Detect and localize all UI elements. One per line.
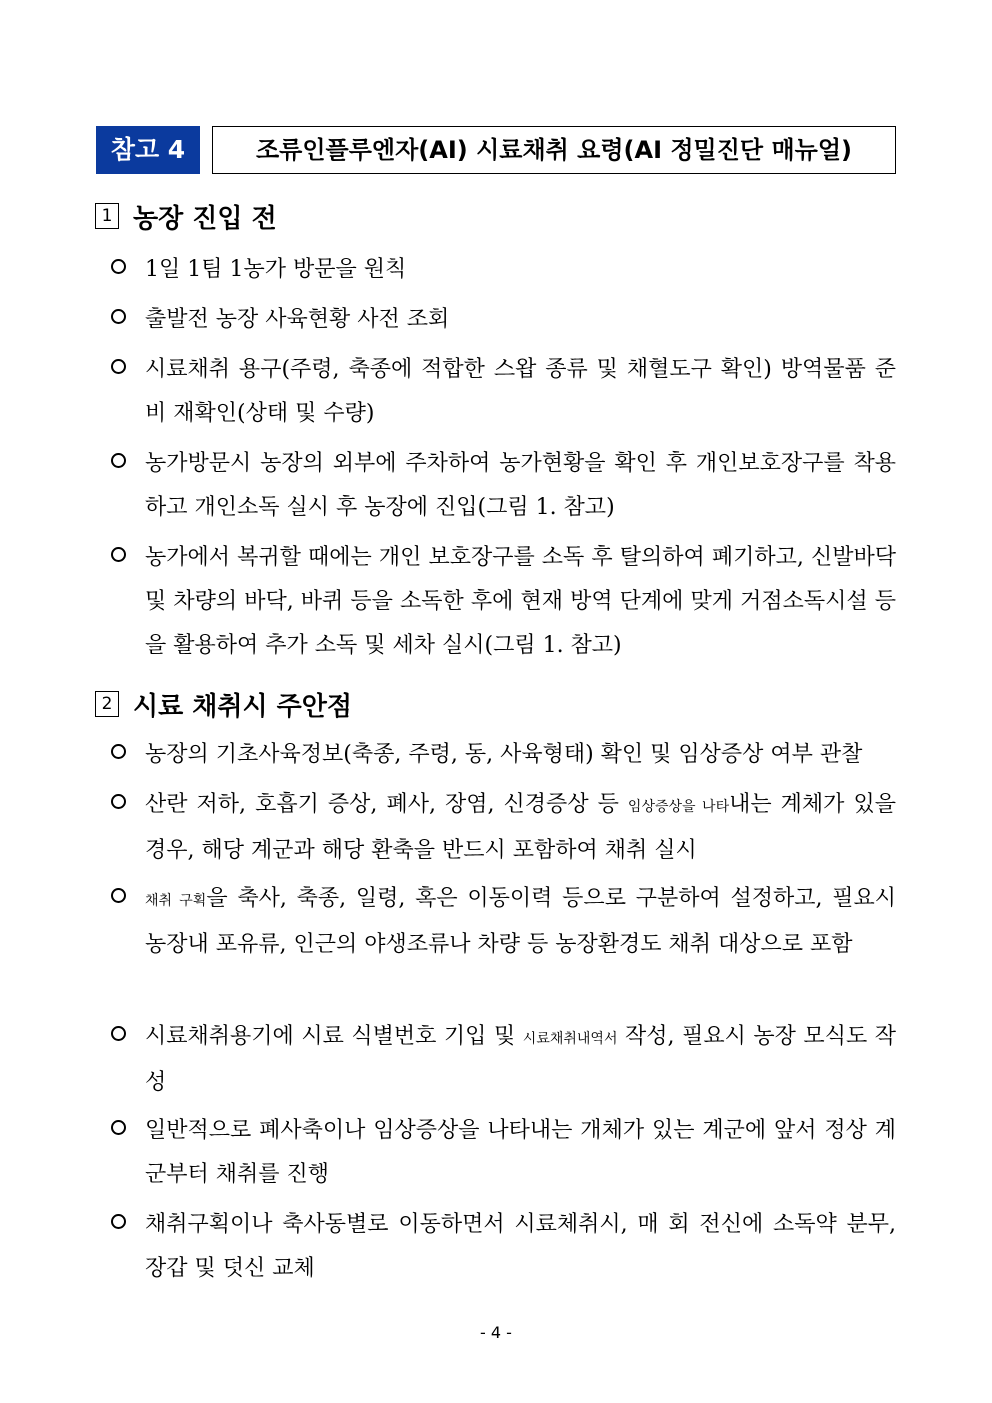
circle-bullet-icon [111, 309, 126, 324]
section-title-2: 시료 채취시 주안점 [133, 691, 353, 722]
list-item [111, 1203, 896, 1291]
list-item-text: 농가방문시 농장의 외부에 주차하여 농가현황을 확인 후 개인보호장구를 착용하고 개인소독 실시 후 농장에 진입(그림 1. 참고) [145, 451, 896, 520]
list-item-text: 시료채취 용구(주령, 축종에 적합한 스왑 종류 및 채혈도구 확인) 방역물품 준비 재확인(상태 및 수량) [145, 357, 896, 426]
list-item [111, 733, 896, 777]
circle-bullet-icon [111, 359, 126, 374]
list-item-text: 농장의 기초사육정보(축종, 주령, 동, 사육형태) 확인 및 임상증상 여부 관찰 [145, 742, 863, 767]
circle-bullet-icon [111, 1120, 126, 1135]
reference-badge: 참고 4 [96, 126, 200, 174]
list-item-text: 산란 저하, 호흡기 증상, 폐사, 장염, 신경증상 등 임상증상을 나타내는 계체가 있을 경우, 해당 계군과 해당 환축을 반드시 포함하여 채취 실시 [145, 792, 896, 863]
circle-bullet-icon [111, 1026, 126, 1041]
section-title-1: 농장 진입 전 [133, 203, 277, 234]
circle-bullet-icon [111, 453, 126, 468]
list-item [111, 877, 896, 967]
page-number: - 4 - [480, 1323, 512, 1342]
circle-bullet-icon [111, 744, 126, 759]
section-number-2: 2 [95, 691, 119, 717]
list-item-text: 채취구획이나 축사동별로 이동하면서 시료체취시, 매 회 전신에 소독약 분무, 장갑 및 덧신 교체 [145, 1212, 896, 1281]
list-item [111, 783, 896, 873]
list-item-text: 1일 1팀 1농가 방문을 원칙 [145, 257, 407, 282]
list-item [111, 536, 896, 668]
section-number-1: 1 [95, 203, 119, 229]
list-item [111, 248, 896, 292]
circle-bullet-icon [111, 888, 126, 903]
section-heading-2 [95, 684, 352, 724]
list-item [111, 442, 896, 530]
circle-bullet-icon [111, 1214, 126, 1229]
circle-bullet-icon [111, 794, 126, 809]
section-heading-1 [95, 196, 277, 236]
list-item [111, 1015, 896, 1105]
list-item-text: 채취 구획을 축사, 축종, 일령, 혹은 이동이력 등으로 구분하여 설정하고, 필요시 농장내 포유류, 인근의 야생조류나 차량 등 농장환경도 채취 대상으로 포함 [145, 886, 897, 957]
list-item-text: 일반적으로 폐사축이나 임상증상을 나타내는 개체가 있는 계군에 앞서 정상 계군부터 채취를 진행 [145, 1118, 896, 1187]
document-header [96, 126, 896, 174]
list-item [111, 298, 896, 342]
page-title: 조류인플루엔자(AI) 시료채취 요령(AI 정밀진단 매뉴얼) [212, 126, 896, 174]
list-item-text: 농가에서 복귀할 때에는 개인 보호장구를 소독 후 탈의하여 폐기하고, 신발바닥 및 차량의 바닥, 바퀴 등을 소독한 후에 현재 방역 단계에 맞게 거점소독시설 등을 활용하여 추가 소독 및 세차 실시(그림 1. 참고) [145, 545, 896, 658]
list-item [111, 1109, 896, 1197]
circle-bullet-icon [111, 259, 126, 274]
list-item [111, 348, 896, 436]
circle-bullet-icon [111, 547, 126, 562]
list-item-text: 출발전 농장 사육현황 사전 조회 [145, 307, 450, 332]
list-item-text: 시료채취용기에 시료 식별번호 기입 및 시료채취내역서 작성, 필요시 농장 모식도 작성 [145, 1024, 896, 1095]
